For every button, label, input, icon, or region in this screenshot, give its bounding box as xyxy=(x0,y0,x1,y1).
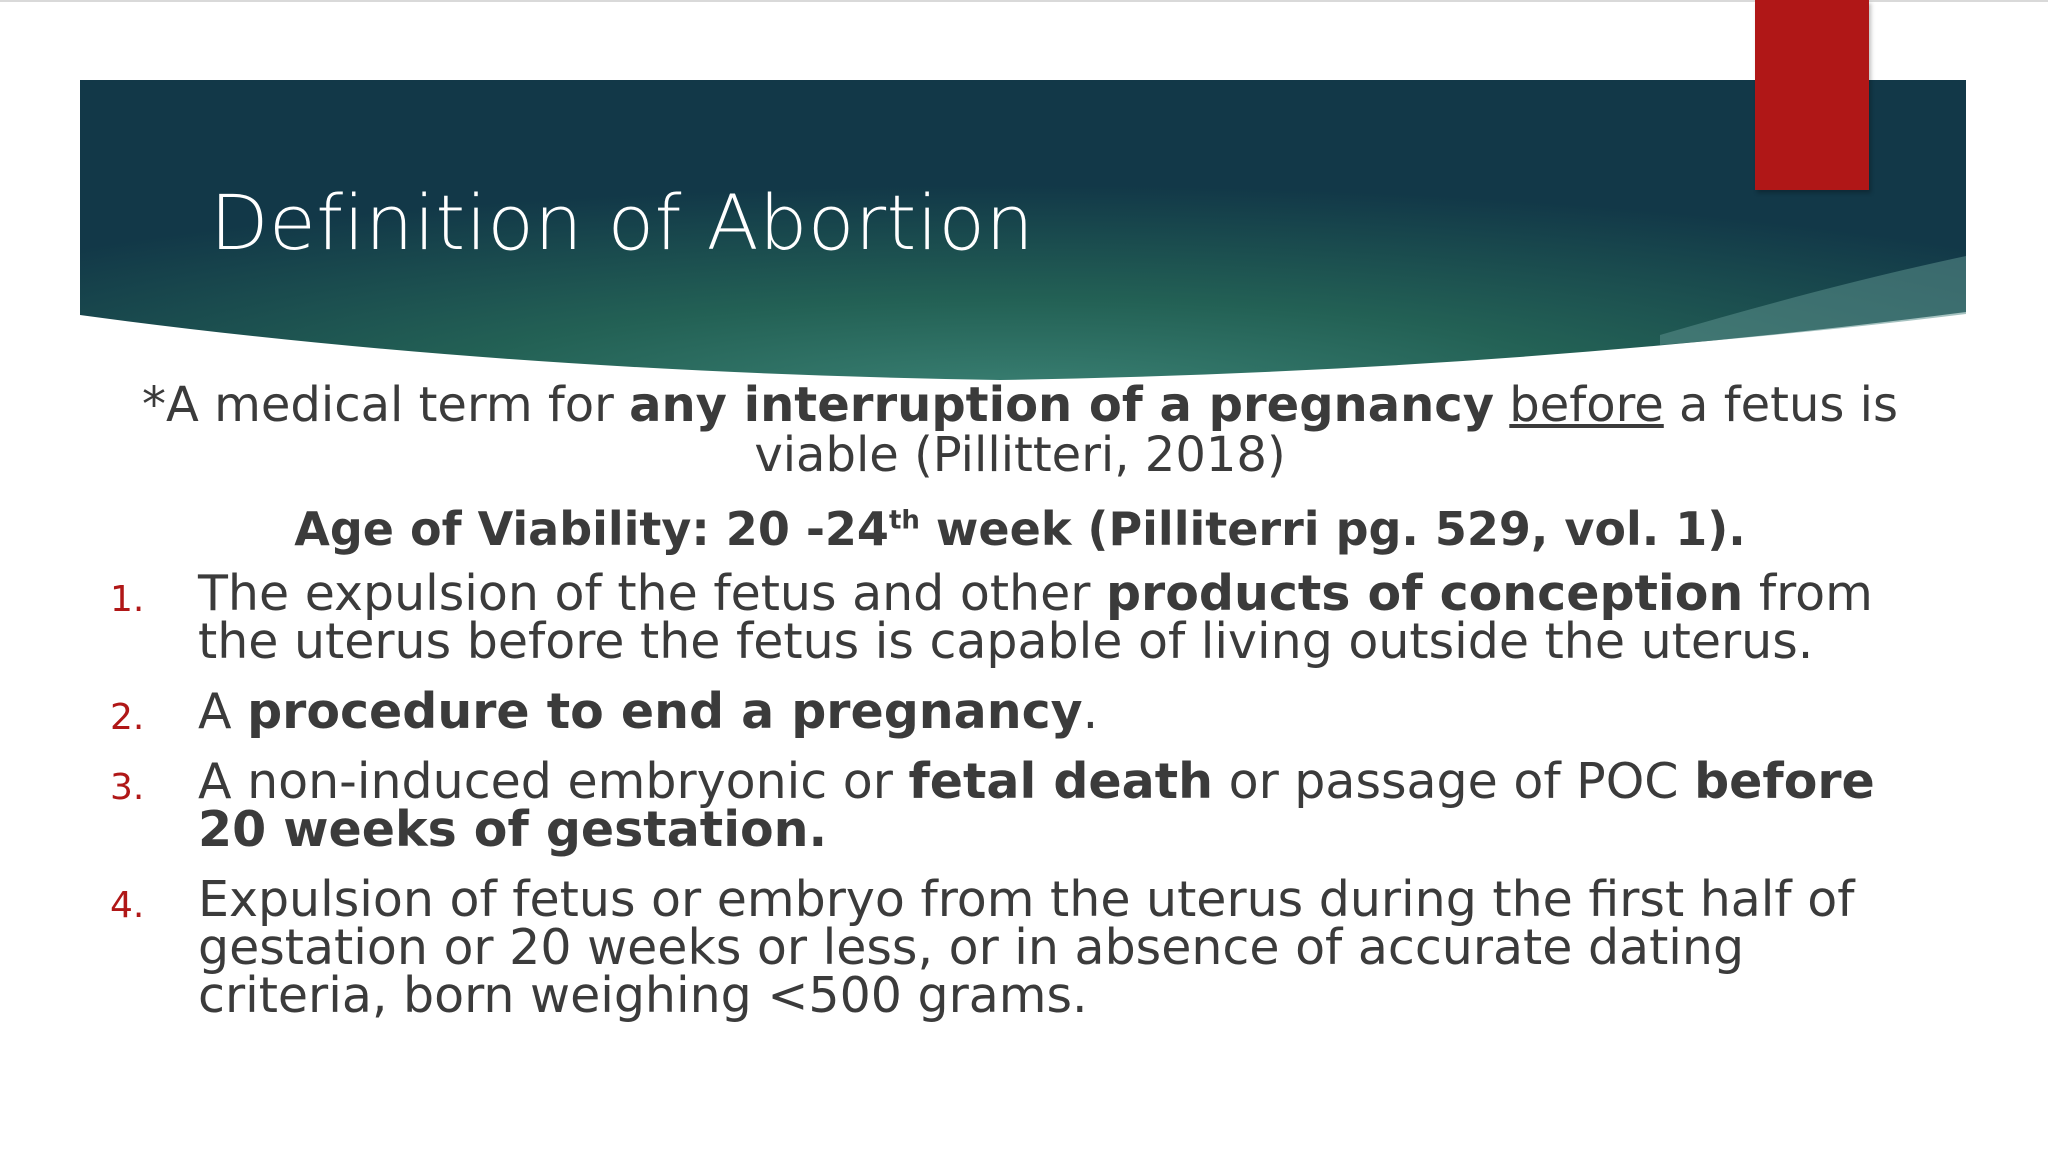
viability-prefix: Age of Viability: 20 -24 xyxy=(294,502,889,556)
item-text: The expulsion of the fetus and other xyxy=(198,565,1106,622)
item-text: A xyxy=(198,683,248,740)
slide-content xyxy=(0,377,2048,1042)
intro-bold-text: any interruption of a pregnancy xyxy=(629,377,1495,433)
intro-text-2 xyxy=(1494,377,1509,433)
intro-paragraph xyxy=(80,377,1960,483)
item-bold-text: products of conception xyxy=(1105,565,1744,622)
viability-superscript: th xyxy=(888,505,920,536)
list-item xyxy=(0,683,1888,740)
intro-text-3: a fetus is viable (Pillitteri, 2018) xyxy=(754,377,1898,483)
item-bold-text: procedure to end a pregnancy xyxy=(247,683,1083,740)
list-number: 2. xyxy=(110,697,145,738)
intro-underlined-text: before xyxy=(1509,377,1664,433)
viability-suffix: week (Pilliterri pg. 529, vol. 1). xyxy=(919,502,1746,556)
list-item xyxy=(0,753,1888,858)
list-number: 1. xyxy=(110,579,145,620)
item-text: or passage of POC xyxy=(1213,753,1695,810)
list-item xyxy=(0,871,1888,1024)
accent-tab xyxy=(1755,0,1869,190)
intro-text-1: *A medical term for xyxy=(142,377,630,433)
list-number: 3. xyxy=(110,767,145,808)
viability-line xyxy=(80,502,1960,556)
item-text: from the uterus before the fetus is capable of living outside the uterus. xyxy=(198,565,1873,670)
item-text: Expulsion of fetus or embryo from the uterus during the first half of gestation or 20 weeks or less, or in absence of accurate dating criteria, born weighing <500 grams. xyxy=(198,871,1855,1024)
list-item xyxy=(0,565,1888,670)
definition-list xyxy=(0,565,2048,1024)
list-number: 4. xyxy=(110,885,145,926)
item-bold-text: before 20 weeks of gestation. xyxy=(198,753,1875,858)
item-text: . xyxy=(1082,683,1099,740)
slide-title: Definition of Abortion xyxy=(210,178,1035,267)
item-bold-text: fetal death xyxy=(908,753,1214,810)
item-text: A non-induced embryonic or xyxy=(198,753,909,810)
